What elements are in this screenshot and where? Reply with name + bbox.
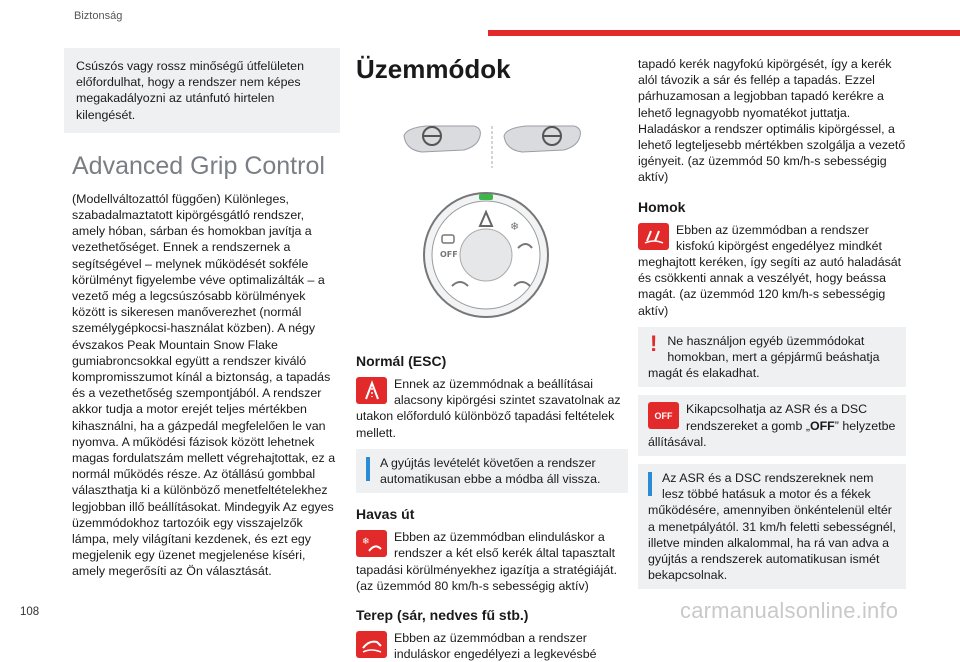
snow-mode-heading: Havas út bbox=[356, 506, 415, 523]
snow-mode-icon bbox=[356, 530, 387, 557]
mud-mode-heading: Terep (sár, nedves fű stb.) bbox=[356, 607, 529, 624]
dashboard-right-icon bbox=[504, 126, 580, 152]
column-2 bbox=[356, 48, 628, 662]
off-mode-icon bbox=[648, 402, 679, 429]
trailer-note-box bbox=[64, 48, 340, 133]
off-text-pre: Kikapcsolhatja az ASR és a DSC rendszereket a gomb „ bbox=[686, 402, 868, 433]
sand-mode-icon bbox=[638, 223, 669, 250]
mud-mode-paragraph bbox=[356, 630, 628, 662]
advanced-grip-heading: Advanced Grip Control bbox=[72, 151, 325, 180]
dashboard-left-icon bbox=[404, 126, 480, 152]
trailer-note-text: Csúszós vagy rossz minőségű útfelületen előfordulhat, hogy a rendszer nem képes megakadályozni az utánfutó hirtelen kilengését. bbox=[76, 59, 304, 122]
off-text-bold: OFF bbox=[809, 418, 835, 433]
off-mode-box bbox=[638, 395, 906, 456]
normal-mode-paragraph bbox=[356, 376, 628, 441]
watermark: carmanualsonline.info bbox=[680, 598, 899, 623]
header-accent-bar bbox=[488, 30, 960, 36]
mud-mode-icon bbox=[356, 631, 387, 658]
mud-mode-text: Ebben az üzemmódban a rendszer induláskor engedélyezi a legkevésbé bbox=[394, 631, 597, 662]
mud-mode-continued-text: tapadó kerék nagyfokú kipörgését, így a kerék alól távozik a sár és fellép a tapadás. Ezzel párhuzamosan a legjobban tapadó kerékre a lehető legnagyobb nyomatékot juttatja. Haladáskor a rendszer optimális kipörgéssel, a lehető legteljesebb mértékben szolgálja a vezető igényeit. (az üzemmód 50 km/h-s sebességig aktív) bbox=[638, 57, 906, 185]
mode-selector-dial bbox=[424, 193, 548, 317]
warning-icon: ! bbox=[650, 330, 658, 356]
snow-mode-text: Ebben az üzemmódban elinduláskor a rendszer a két első kerék által tapasztalt tapadási körülményekhez igazítja a stratégiáját. (az üzemmód 80 km/h-s sebességig aktív) bbox=[356, 530, 618, 593]
modes-heading: Üzemmódok bbox=[356, 54, 511, 84]
sand-warning-box bbox=[638, 327, 906, 388]
info-icon bbox=[648, 472, 652, 496]
grip-dial-illustration bbox=[356, 90, 628, 340]
svg-text:❄: ❄ bbox=[510, 220, 520, 233]
sand-warning-text: Ne használjon egyéb üzemmódokat homokban, mert a gépjármű beáshatja magát és elakadhat. bbox=[648, 333, 880, 381]
normal-mode-heading: Normál (ESC) bbox=[356, 353, 447, 369]
column-1 bbox=[64, 48, 340, 580]
snow-mode-paragraph bbox=[356, 529, 628, 594]
off-mode-info-text: Az ASR és a DSC rendszereknek nem lesz többé hatásuk a motor és a fékek működésére, amennyiben önkéntelenül eltér a menetpályától. 31 km/h feletti sebességnél, illetve minden alkalommal, ha rá van adva a gyújtás a rendszerek automatikusan ismét bekapcsolnak. bbox=[648, 471, 896, 583]
advanced-grip-body: (Modellváltozattól függően) Különleges, szabadalmaztatott kipörgésgátló rendszer, amely hóban, sárban és homokban javítja a vezethetőséget. Ennek a rendszernek a segítségével – melynek működését sokféle körülményt figyelembe véve optimalizálták – a vezető még a legcsúszósabb körülmények között is sikeresen manőverezhet (normál személygépkocsi-használat közben). A négy évszakos Peak Mountain Snow Flake gumiabroncsokkal együtt a rendszer kiváló kompromisszumot kínál a biztonság, a tapadás és a vezethetőség szempontjából. A rendszer akkor tudja a motor erejét teljes mértékben kihasználni, ha a gázpedál megfelelően le van nyomva. A működési fázisok között lehetnek magas fordulatszám mellett végrehajtottak, ez a normál működés része. Az ötállású gombbal választhatja ki a különböző menetfeltételekhez legjobban illő beállításokat. Mindegyik Az egyes üzemmódokhoz tartozóik egy visszajelzők lámpa, mely világítani kezdenek, és ezt egy megjelenik egy üzenet megjelenése kíséri, amely megerősíti az Ön választását. bbox=[72, 191, 336, 579]
off-text-post: ” helyzetbe állításával. bbox=[648, 418, 896, 449]
section-label: Biztonság bbox=[74, 10, 123, 22]
info-icon bbox=[366, 457, 370, 481]
off-icon-label: OFF bbox=[654, 410, 673, 421]
sand-mode-text: Ebben az üzemmódban a rendszer kisfokú kipörgést engedélyez mindkét meghajtott keréken, így segíti az autó haladását és csökkenti annak a veszélyét, hogy beássa magát. (az üzemmód 120 km/h-s sebességig aktív) bbox=[638, 222, 902, 318]
sand-mode-heading: Homok bbox=[638, 198, 686, 215]
normal-mode-text: Ennek az üzemmódnak a beállításai alacsony kipörgési szintet szavatolnak az utakon előforduló különböző tapadási feltételek mellett. bbox=[356, 377, 621, 440]
dial-off-label: OFF bbox=[440, 250, 458, 259]
normal-mode-info-box bbox=[356, 449, 628, 493]
column-3 bbox=[638, 56, 906, 593]
svg-text:❄: ❄ bbox=[361, 536, 370, 547]
normal-mode-info-text: A gyújtás levételét követően a rendszer automatikusan ebbe a módba áll vissza. bbox=[380, 455, 601, 487]
off-mode-info-box bbox=[638, 464, 906, 589]
normal-mode-icon bbox=[356, 377, 387, 404]
page-number: 108 bbox=[20, 606, 40, 618]
sand-mode-paragraph bbox=[638, 222, 906, 319]
